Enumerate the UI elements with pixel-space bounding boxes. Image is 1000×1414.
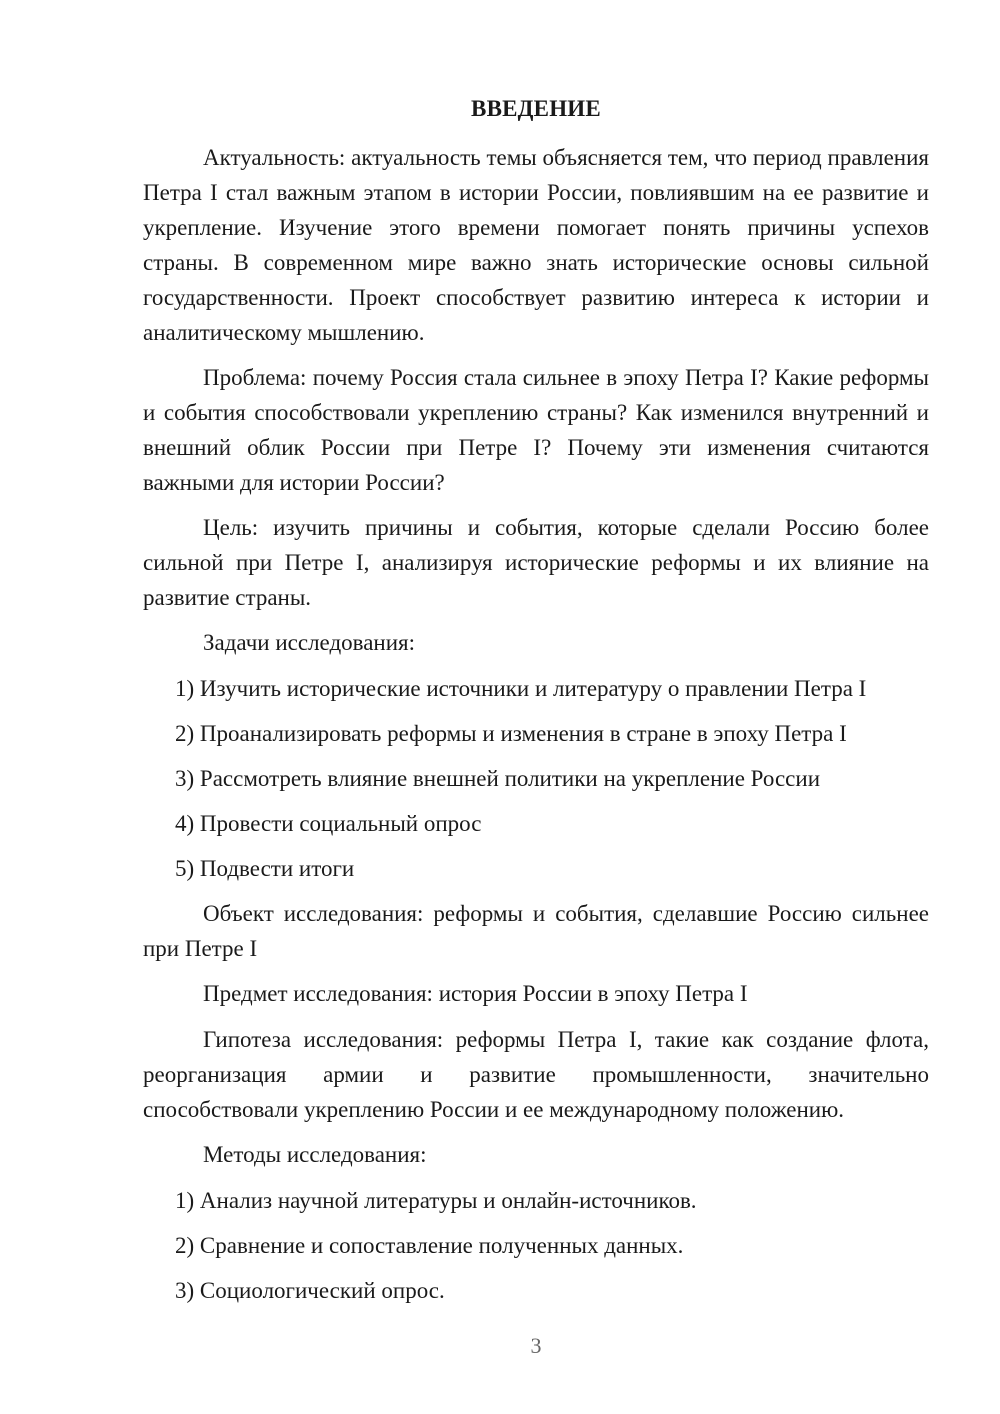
- document-page: [143, 94, 929, 1318]
- list-item: 2) Сравнение и сопоставление полученных данных.: [175, 1233, 684, 1258]
- list-item: 5) Подвести итоги: [175, 856, 355, 881]
- list-item: 3) Рассмотреть влияние внешней политики на укрепление России: [175, 766, 820, 791]
- list-item: 4) Провести социальный опрос: [175, 811, 482, 836]
- page-number: 3: [530, 1333, 542, 1358]
- subject-paragraph: Предмет исследования: история России в эпоху Петра I: [203, 981, 748, 1006]
- tasks-heading: Задачи исследования:: [203, 630, 416, 655]
- problem-paragraph: Проблема: почему Россия стала сильнее в эпоху Петра I? Какие реформы и события способствовали укреплению страны? Как изменился внутренний и внешний облик России при Петре I? Почему эти изменения считаются важными для истории России?: [143, 365, 929, 495]
- list-item: 1) Изучить исторические источники и литературу о правлении Петра I: [175, 676, 867, 701]
- methods-heading: Методы исследования:: [203, 1142, 427, 1167]
- tasks-list: [143, 671, 929, 886]
- list-item: 2) Проанализировать реформы и изменения в стране в эпоху Петра I: [175, 721, 847, 746]
- list-item: 1) Анализ научной литературы и онлайн-источников.: [175, 1188, 697, 1213]
- methods-list: [143, 1183, 929, 1308]
- object-paragraph: Объект исследования: реформы и события, сделавшие Россию сильнее при Петре I: [143, 901, 929, 961]
- goal-paragraph: Цель: изучить причины и события, которые сделали Россию более сильной при Петре I, анализируя исторические реформы и их влияние на развитие страны.: [143, 515, 929, 610]
- hypothesis-paragraph: Гипотеза исследования: реформы Петра I, такие как создание флота, реорганизация армии и развитие промышленности, значительно способствовали укреплению России и ее международному положению.: [143, 1027, 929, 1122]
- page-title: ВВЕДЕНИЕ: [471, 96, 601, 121]
- relevance-paragraph: Актуальность: актуальность темы объясняется тем, что период правления Петра I стал важным этапом в истории России, повлиявшим на ее развитие и укрепление. Изучение этого времени помогает понять причины успехов страны. В современном мире важно знать исторические основы сильной государственности. Проект способствует развитию интереса к истории и аналитическому мышлению.: [143, 145, 929, 345]
- list-item: 3) Социологический опрос.: [175, 1278, 445, 1303]
